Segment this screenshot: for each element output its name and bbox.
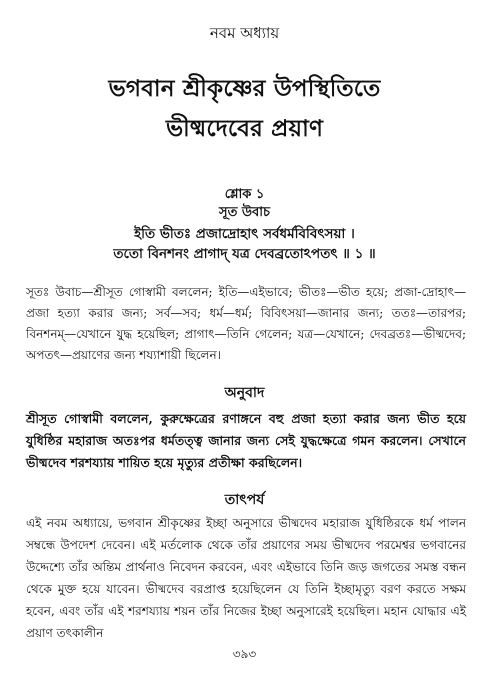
synonyms-paragraph: সূতঃ উবাচ—শ্রীসূত গোস্বামী বললেন; ইতি—এইভাবে; ভীতঃ—ভীত হয়ে; প্রজা-দ্রোহাৎ—প্রজা হত্যা করার জন্য; সর্ব—সব; ধর্ম—ধর্ম; বিবিৎসয়া—জানার জন্য; ততঃ—তারপর; বিনশনম্—যেখানে যুদ্ধ হয়েছিল; প্রাগাৎ—তিনি গেলেন; যত্র—যেখানে; দেবব্রতঃ—ভীষ্মদেব; অপতৎ—প্রয়াণের জন্য শয্যাশায়ী ছিলেন। xyxy=(26,285,466,362)
translation-heading: অনুবাদ xyxy=(224,385,265,401)
verse-number: শ্লোক ১ xyxy=(224,187,265,202)
verse-line-2: ততো বিনশনং প্রাগাদ্ যত্র দেবব্রতোঽপতৎ ॥ ১ ॥ xyxy=(113,246,376,262)
chapter-title-line-1: ভগবান শ্রীকৃষ্ণের উপস্থিতিতে xyxy=(108,75,381,102)
purport-paragraph: এই নবম অধ্যায়ে, ভগবান শ্রীকৃষ্ণের ইচ্ছা অনুসারে ভীষ্মদেব মহারাজ যুধিষ্ঠিরকে ধর্ম পালন সম্বন্ধে উপদেশ দেবেন। এই মর্তলোক থেকে তাঁর প্রয়াণের সময় ভীষ্মদেব পরমেশ্বর ভগবানের উদ্দেশ্যে তাঁর অন্তিম প্রার্থনাও নিবেদন করবেন, এবং এইভাবে তিনি জড় জগতের সমস্ত বন্ধন থেকে মুক্ত হয়ে যাবেন। ভীষ্মদেব বরপ্রাপ্ত হয়েছিলেন যে তিনি ইচ্ছামৃত্যু বরণ করতে সক্ষম হবেন, এবং তাঁর এই শরশয্যায় শয়ন তাঁর নিজের ইচ্ছা অনুসারেই হয়েছিল। মহান যোদ্ধার এই প্রয়াণ তৎকালীন xyxy=(26,516,466,640)
chapter-heading: নবম অধ্যায় xyxy=(209,24,280,42)
chapter-title-line-2: ভীষ্মদেবের প্রয়াণ xyxy=(165,115,324,142)
translation-paragraph: শ্রীসূত গোস্বামী বললেন, কুরুক্ষেত্রের রণাঙ্গনে বহু প্রজা হত্যা করার জন্য ভীত হয়ে যুধিষ্ঠির মহারাজ অতঃপর ধর্মতত্ত্ব জানার জন্য সেই যুদ্ধক্ষেত্রে গমন করলেন। সেখানে ভীষ্মদেব শরশয্যায় শায়িত হয়ে মৃত্যুর প্রতীক্ষা করছিলেন। xyxy=(26,411,466,470)
verse-speaker: সূত উবাচ xyxy=(218,205,270,220)
page-number: ৩৯৩ xyxy=(232,647,257,661)
verse-line-1: ইতি ভীতঃ প্রজাদ্রোহাৎ সর্বধর্মবিবিৎসয়া । xyxy=(134,226,355,242)
purport-heading: তাৎপর্য xyxy=(224,492,265,508)
